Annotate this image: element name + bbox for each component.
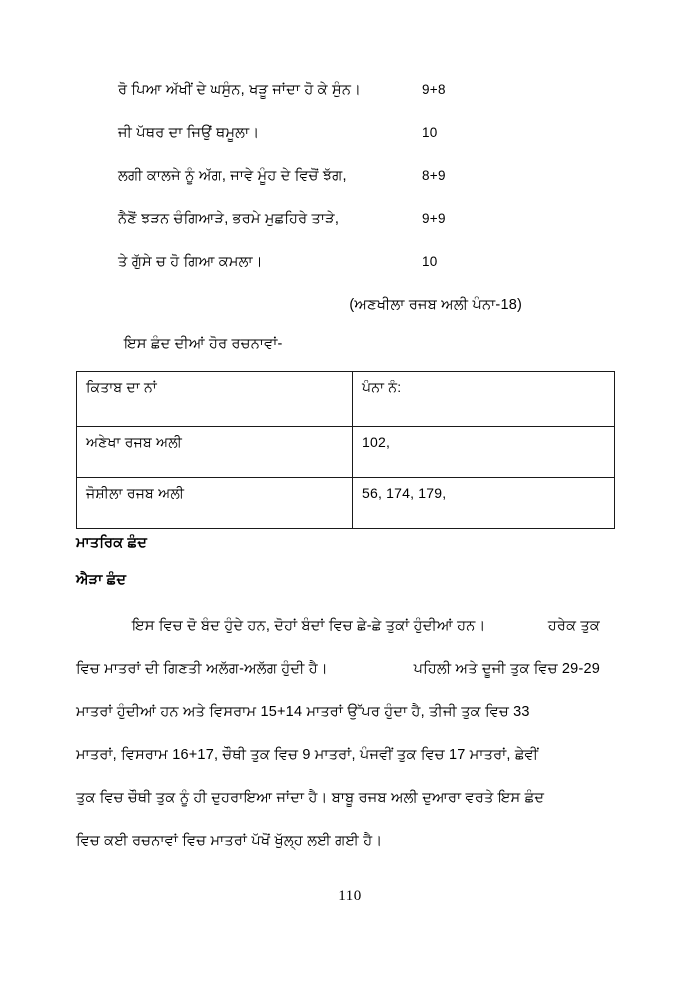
subsection-heading: ਐੜਾ ਛੰਦ — [76, 572, 127, 588]
paragraph-line-inner — [76, 747, 600, 790]
paragraph-line-inner — [76, 661, 600, 704]
verse-line — [118, 252, 588, 295]
table-header-row — [77, 372, 615, 427]
paragraph-line-inner — [76, 618, 600, 661]
paragraph-segment: ਪਹਿਲੀ ਅਤੇ ਦੂਜੀ ਤੁਕ ਵਿਚ 29-29 — [413, 661, 600, 677]
verse-citation: (ਅਣਖੀਲਾ ਰਜਬ ਅਲੀ ਪੰਨਾ-18) — [349, 297, 522, 313]
paragraph-segment: ਵਿਚ ਮਾਤਰਾਂ ਦੀ ਗਿਣਤੀ ਅਲੱਗ-ਅਲੱਗ ਹੁੰਦੀ ਹੈ। — [76, 661, 328, 677]
other-compositions-table — [76, 371, 615, 529]
table-row — [77, 427, 615, 478]
verse-matra-count: 10 — [422, 125, 438, 140]
verse-text: ਲਗੀ ਕਾਲਜੇ ਨੂੰ ਅੱਗ, ਜਾਵੇ ਮੂੰਹ ਦੇ ਵਿਚੋਂ ਝੱਗ, — [118, 168, 347, 184]
verse-matra-count: 9+8 — [422, 82, 446, 97]
verse-matra-count: 8+9 — [422, 168, 446, 183]
page-folio-number: 110 — [338, 888, 362, 904]
paragraph-segment: ਮਾਤਰਾਂ ਹੁੰਦੀਆਂ ਹਨ ਅਤੇ ਵਿਸਰਾਮ 15+14 ਮਾਤਰਾਂ ਉੱਪਰ ਹੁੰਦਾ ਹੈ, ਤੀਜੀ ਤੁਕ ਵਿਚ 33 — [76, 704, 530, 720]
table-header-book-name: ਕਿਤਾਬ ਦਾ ਨਾਂ — [77, 372, 353, 427]
table-cell-page-numbers: 56, 174, 179, — [353, 478, 615, 529]
paragraph-line — [76, 790, 600, 833]
paragraph-line — [76, 704, 600, 747]
table-cell-page-numbers: 102, — [353, 427, 615, 478]
body-paragraph — [76, 618, 600, 876]
paragraph-line-inner — [76, 704, 600, 747]
table-header-page-number: ਪੰਨਾ ਨੰ: — [353, 372, 615, 427]
paragraph-line — [76, 747, 600, 790]
verse-block — [118, 80, 588, 295]
section-heading: ਮਾਤਰਿਕ ਛੰਦ — [76, 535, 148, 551]
paragraph-segment: ਹਰੇਕ ਤੁਕ — [547, 618, 600, 634]
paragraph-line-inner — [76, 790, 600, 833]
verse-matra-count: 10 — [422, 254, 438, 269]
paragraph-segment: ਵਿਚ ਕਈ ਰਚਨਾਵਾਂ ਵਿਚ ਮਾਤਰਾਂ ਪੱਖੋਂ ਖੁੱਲ੍ਹ ਲਈ ਗਈ ਹੈ। — [76, 833, 383, 849]
paragraph-line — [76, 833, 600, 876]
verse-line — [118, 166, 588, 209]
paragraph-line — [76, 661, 600, 704]
table-row — [77, 478, 615, 529]
verse-text: ਤੇ ਗੁੱਸੇ ਚ ਹੋ ਗਿਆ ਕਮਲਾ। — [118, 254, 263, 270]
paragraph-segment: ਮਾਤਰਾਂ, ਵਿਸਰਾਮ 16+17, ਚੌਥੀ ਤੁਕ ਵਿਚ 9 ਮਾਤਰਾਂ, ਪੰਜਵੀਂ ਤੁਕ ਵਿਚ 17 ਮਾਤਰਾਂ, ਛੇਵੀਂ — [76, 747, 539, 763]
paragraph-line — [76, 618, 600, 661]
verse-line — [118, 209, 588, 252]
paragraph-segment: ਇਸ ਵਿਚ ਦੋ ਬੰਦ ਹੁੰਦੇ ਹਨ, ਦੋਹਾਂ ਬੰਦਾਂ ਵਿਚ ਛੇ-ਛੇ ਤੁਕਾਂ ਹੁੰਦੀਆਂ ਹਨ। — [132, 618, 486, 634]
verse-text: ਰੋ ਪਿਆ ਅੱਖੀਂ ਦੇ ਘਸੁੰਨ, ਖੜੂ ਜਾਂਦਾ ਹੋ ਕੇ ਸੁੰਨ। — [118, 82, 362, 98]
verse-line — [118, 80, 588, 123]
table-cell-book-name: ਅਣੇਖਾ ਰਜਬ ਅਲੀ — [77, 427, 353, 478]
verse-text: ਜੀ ਪੱਥਰ ਦਾ ਜਿਉਂ ਥਮੂਲਾ। — [118, 125, 260, 141]
paragraph-segment: ਤੁਕ ਵਿਚ ਚੌਥੀ ਤੁਕ ਨੂੰ ਹੀ ਦੁਹਰਾਇਆ ਜਾਂਦਾ ਹੈ। ਬਾਬੂ ਰਜਬ ਅਲੀ ਦੁਆਰਾ ਵਰਤੇ ਇਸ ਛੰਦ — [76, 790, 545, 806]
table-cell-book-name: ਜੋਸ਼ੀਲਾ ਰਜਬ ਅਲੀ — [77, 478, 353, 529]
verse-text: ਨੈਣੋਂ ਝੜਨ ਚੰਗਿਆੜੇ, ਭਰਮੇ ਮੁਛਹਿਰੇ ਤਾੜੇ, — [118, 211, 340, 227]
table-intro-text: ਇਸ ਛੰਦ ਦੀਆਂ ਹੋਰ ਰਚਨਾਵਾਂ- — [124, 336, 283, 352]
verse-line — [118, 123, 588, 166]
paragraph-line-inner — [76, 833, 600, 876]
verse-matra-count: 9+9 — [422, 211, 446, 226]
